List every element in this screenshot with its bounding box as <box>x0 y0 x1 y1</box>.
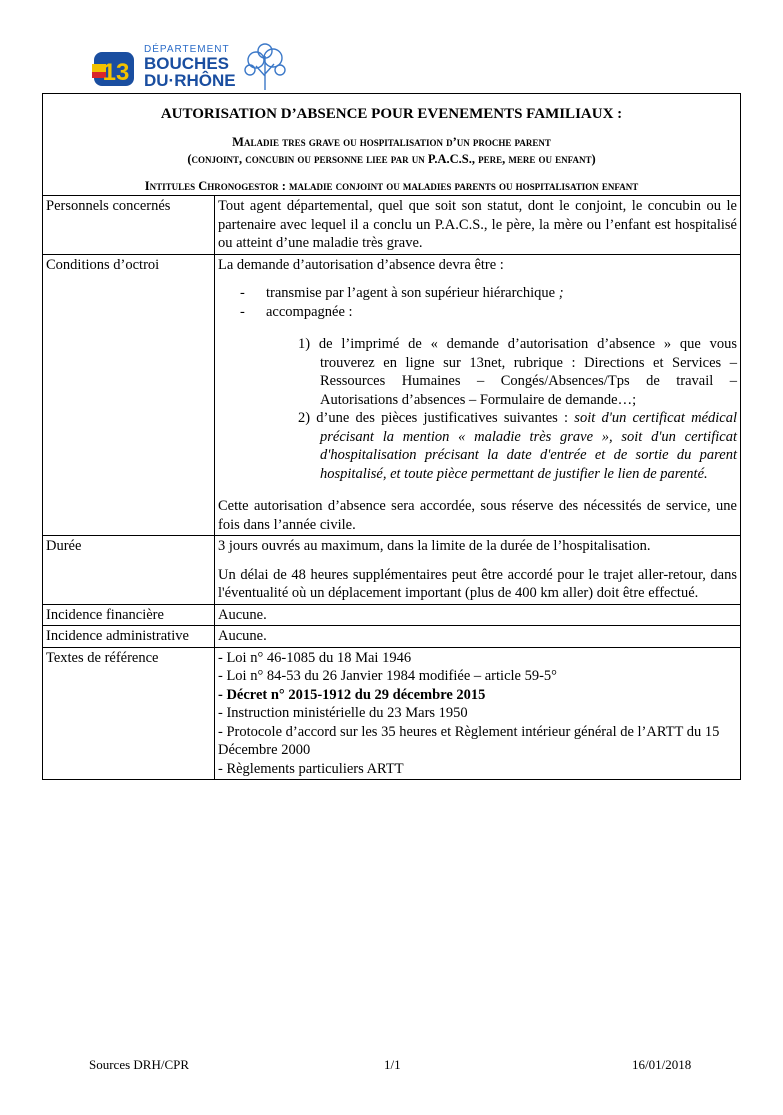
table-row-personnels <box>43 196 740 255</box>
svg-text:13: 13 <box>102 59 130 86</box>
conditions-item-2 <box>218 409 737 483</box>
conditions-dash-1-end: ; <box>558 285 564 301</box>
document-title: AUTORISATION D’ABSENCE POUR EVENEMENTS FAMILIAUX : <box>160 106 623 122</box>
row-label-textes: Textes de référence <box>43 647 215 779</box>
reference-text-2: - Loi n° 84-53 du 26 Janvier 1984 modifiée – article 59-5° <box>218 668 557 684</box>
table-row-conditions <box>43 254 740 536</box>
conditions-dash-2-text: accompagnée : <box>266 303 353 320</box>
reference-text-1: - Loi n° 46-1085 du 18 Mai 1946 <box>218 649 412 666</box>
conditions-intro: La demande d’autorisation d’absence devra être : <box>218 256 504 273</box>
logo-text <box>144 44 236 89</box>
logo-line-1: DÉPARTEMENT <box>144 44 230 55</box>
document-frame <box>42 93 741 780</box>
conditions-dash-1-text: transmise par l’agent à son supérieur hiérarchique <box>266 285 556 301</box>
row-value-textes <box>215 647 741 779</box>
bouches-du-rhone-13-logo-icon <box>92 46 138 90</box>
logo-line-3: DU·RHÔNE <box>144 71 236 90</box>
table-row-duree <box>43 536 740 605</box>
row-value-administrative: Aucune. <box>215 626 741 648</box>
row-label-financiere: Incidence financière <box>43 604 215 626</box>
conditions-closing: Cette autorisation d’absence sera accordée, sous réserve des nécessités de service, une fois dans l’année civile. <box>218 498 737 533</box>
reference-text-3: - Décret n° 2015-1912 du 29 décembre 2015 <box>218 686 486 703</box>
table-row-financiere <box>43 604 740 626</box>
tree-icon <box>242 42 288 92</box>
duree-paragraph-2: Un délai de 48 heures supplémentaires peut être accordé pour le trajet aller-retour, dans l'éventualité où un déplacement important (plus de 400 km aller) doit être effectué. <box>218 566 737 601</box>
row-label-administrative: Incidence administrative <box>43 626 215 648</box>
conditions-item-2-italic: soit d'un certificat médical précisant la mention « maladie très grave », soit d'un certificat d'hospitalisation précisant la date d'entrée et de sortie du parent hospitalisé, et toute pièce permettant de justifier le lien de parenté. <box>320 410 738 482</box>
conditions-item-1: 1) de l’imprimé de « demande d’autorisation d’absence » que vous trouverez en ligne sur 13net, rubrique : Directions et Services – Ressources Humaines – Congés/Absences/Tps de travail – Autorisations d’absences – Formulaire de demande…; <box>298 336 737 408</box>
conditions-dash-2: - accompagnée : <box>240 303 353 320</box>
row-value-duree <box>215 536 741 605</box>
table-row-textes <box>43 647 740 779</box>
logo-line-2: BOUCHES <box>144 54 230 73</box>
table-row-administrative <box>43 626 740 648</box>
conditions-dash-1: - transmise par l’agent à son supérieur hiérarchique ; <box>240 285 564 301</box>
reference-text-4: - Instruction ministérielle du 23 Mars 1950 <box>218 705 468 721</box>
chronogestor-titles: Intitules Chronogestor : maladie conjoint ou maladies parents ou hospitalisation enfant <box>144 179 639 193</box>
row-value-financiere: Aucune. <box>215 604 741 626</box>
document-subtitle-2: (conjoint, concubin ou personne liee par un P.A.C.S., pere, mere ou enfant) <box>187 152 596 166</box>
duree-paragraph-1: 3 jours ouvrés au maximum, dans la limite de la durée de l’hospitalisation. <box>218 538 651 554</box>
reference-text-5: - Protocole d’accord sur les 35 heures et Règlement intérieur général de l’ARTT du 15 Décembre 2000 <box>218 723 720 758</box>
row-value-personnels: Tout agent départemental, quel que soit son statut, dont le conjoint, le concubin ou le partenaire avec lequel il a conclu un P.A.C.S., le père, la mère ou l’enfant est hospitalisé ou atteint d’une maladie très grave. <box>215 196 741 255</box>
conditions-table <box>43 195 740 779</box>
document-subtitle-1: Maladie tres grave ou hospitalisation d’un proche parent <box>232 135 551 149</box>
department-logo <box>92 42 292 94</box>
row-label-conditions: Conditions d’octroi <box>43 254 215 536</box>
conditions-item-2-plain: 2) d’une des pièces justificatives suivantes : <box>298 410 569 426</box>
document-header <box>43 106 740 195</box>
footer-date: 16/01/2018 <box>632 1057 692 1072</box>
row-value-conditions <box>215 254 741 536</box>
reference-text-6: - Règlements particuliers ARTT <box>218 760 404 777</box>
footer-page-number: 1/1 <box>384 1057 401 1072</box>
row-label-personnels: Personnels concernés <box>43 196 215 255</box>
footer-source: Sources DRH/CPR <box>89 1057 190 1072</box>
row-label-duree: Durée <box>43 536 215 605</box>
